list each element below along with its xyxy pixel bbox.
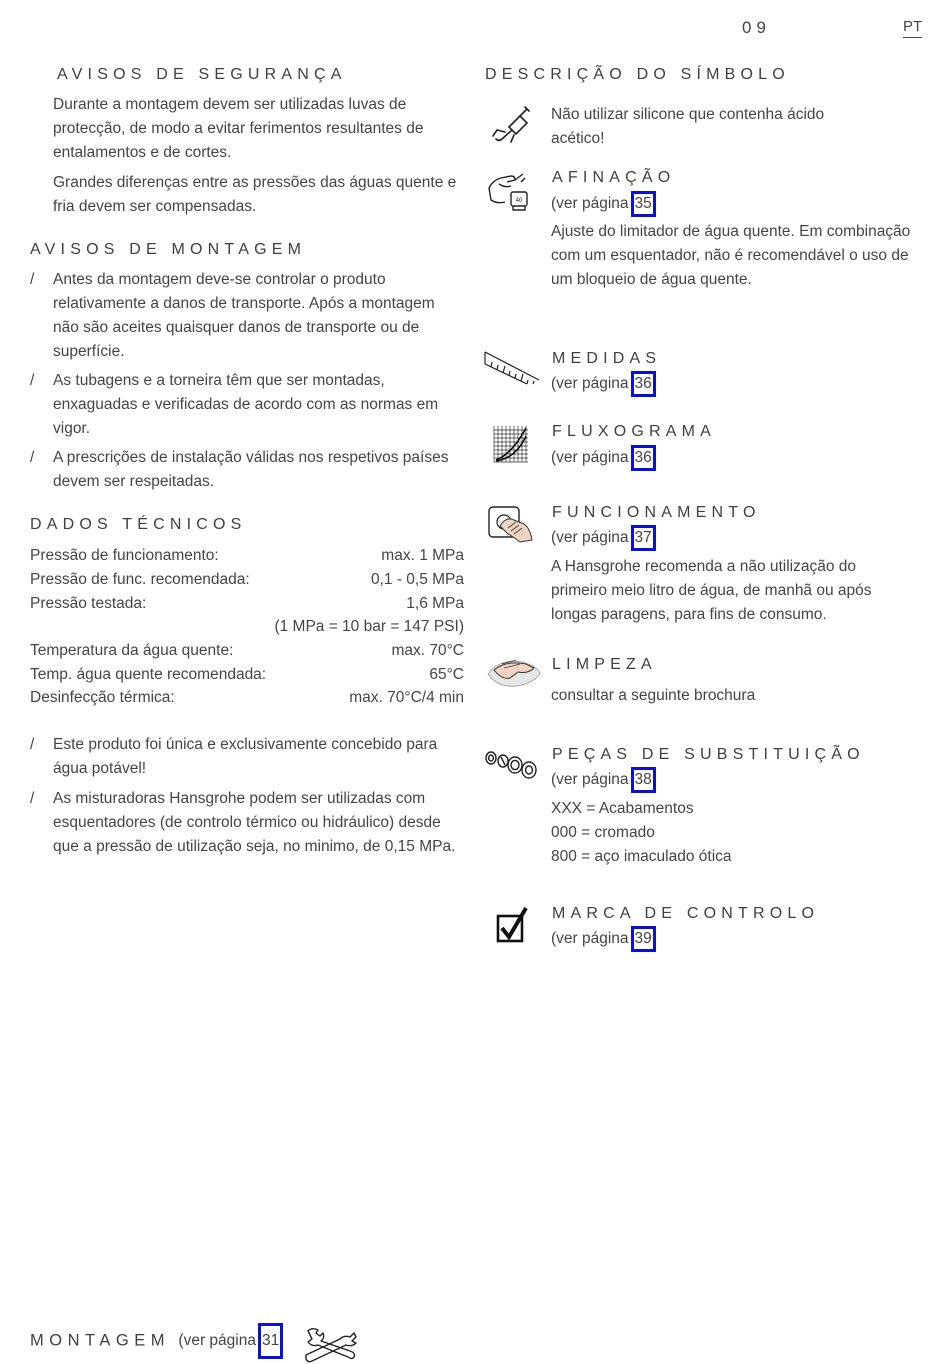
tech-row	[30, 544, 464, 568]
adjustment-hand-icon	[485, 168, 533, 214]
tech-value: 1,6 MPa	[406, 595, 464, 612]
bullet-marker: /	[30, 790, 35, 807]
limpeza-title: LIMPEZA	[552, 656, 657, 673]
tech-note-item	[30, 733, 464, 781]
see-page-label: (ver página	[551, 529, 629, 546]
tech-row	[30, 568, 464, 592]
tech-value: (1 MPa = 10 bar = 147 PSI)	[274, 618, 464, 635]
funcionamento-page-ref	[551, 525, 656, 551]
see-page-label: (ver página	[551, 771, 629, 788]
tech-row	[30, 686, 464, 710]
tech-note-text: As misturadoras Hansgrohe podem ser utilizadas com esquentadores (de controlo térmico ou hidráulico) desde que a pressão de utilização seja, no minimo, de 0,15 MPa.	[53, 790, 456, 855]
tech-value: 0,1 - 0,5 MPa	[370, 571, 464, 588]
tech-value: max. 70°C/4 min	[349, 689, 464, 706]
safety-paragraph-1: Durante a montagem devem ser utilizadas luvas de protecção, de modo a evitar ferimentos resultantes de entalamentos e de cortes.	[53, 96, 424, 161]
tech-value: max. 1 MPa	[381, 547, 464, 564]
cleaning-cloth-icon	[482, 654, 544, 694]
tech-label: Temperatura da água quente:	[30, 642, 234, 659]
ruler-icon	[483, 350, 541, 388]
afinacao-text: Ajuste do limitador de água quente. Em combinação com um esquentador, não é recomendável o uso de um bloqueio de água quente.	[551, 223, 911, 288]
tech-label: Pressão testada:	[30, 595, 147, 612]
svg-text:40: 40	[515, 198, 523, 204]
finish-code-line: 800 = aço imaculado ótica	[551, 848, 732, 865]
pecas-page-ref	[551, 767, 656, 793]
flow-chart-icon	[492, 424, 530, 464]
medidas-title: MEDIDAS	[552, 350, 662, 367]
tech-note-text: Este produto foi única e exclusivamente concebido para água potável!	[53, 736, 438, 777]
see-page-label: (ver página	[551, 375, 629, 392]
tools-icon	[302, 1325, 360, 1363]
symbol-description-heading: DESCRIÇÃO DO SÍMBOLO	[485, 66, 790, 83]
marca-page-ref	[551, 926, 656, 952]
assembly-note-text: A prescrições de instalação válidas nos respetivos países devem ser respeitadas.	[53, 449, 449, 490]
safety-heading: AVISOS DE SEGURANÇA	[57, 66, 347, 83]
assembly-note-item	[30, 268, 458, 364]
page-link-36[interactable]: 36	[631, 371, 656, 397]
fluxograma-page-ref	[551, 445, 656, 471]
spare-parts-icon	[483, 746, 541, 782]
checkbox-mark-icon	[496, 906, 530, 944]
marca-title: MARCA DE CONTROLO	[552, 905, 820, 922]
see-page-label: (ver página	[551, 449, 629, 466]
tech-row	[30, 639, 464, 663]
tech-note-item	[30, 787, 464, 859]
see-page-label: (ver página	[551, 195, 629, 212]
bullet-marker: /	[30, 372, 35, 389]
pecas-title: PEÇAS DE SUBSTITUIÇÃO	[552, 746, 865, 763]
assembly-note-text: Antes da montagem deve-se controlar o produto relativamente a danos de transporte. Após a montagem não são aceites quaisquer danos de transporte ou de superfície.	[53, 271, 435, 360]
tech-label: Pressão de funcionamento:	[30, 547, 219, 564]
page-link-35[interactable]: 35	[631, 191, 656, 217]
funcionamento-text: A Hansgrohe recomenda a não utilização do primeiro meio litro de água, de manhã ou após longas paragens, para fins de consumo.	[551, 558, 872, 623]
tech-label: Pressão de func. recomendada:	[30, 571, 250, 588]
finish-code-line: 000 = cromado	[551, 824, 655, 841]
page-link-38[interactable]: 38	[631, 767, 656, 793]
limpeza-text: consultar a seguinte brochura	[551, 687, 756, 704]
tech-row	[30, 592, 464, 616]
tech-value: 65°C	[429, 666, 464, 683]
tech-label: Desinfecção térmica:	[30, 689, 175, 706]
tech-label: Temp. água quente recomendada:	[30, 666, 267, 683]
safety-paragraph-2: Grandes diferenças entre as pressões das águas quente e fria devem ser compensadas.	[53, 174, 457, 215]
page-link-39[interactable]: 39	[631, 926, 656, 952]
tech-row	[30, 615, 464, 639]
montagem-footer	[30, 1323, 283, 1363]
afinacao-title: AFINAÇÃO	[552, 169, 676, 186]
assembly-note-text: As tubagens e a torneira têm que ser montadas, enxaguadas e verificadas de acordo com as normas em vigor.	[53, 372, 439, 437]
assembly-note-item	[30, 369, 458, 441]
afinacao-page-ref	[551, 191, 656, 217]
montagem-see-page: (ver página	[178, 1332, 256, 1349]
page-link-37[interactable]: 37	[631, 525, 656, 551]
funcionamento-title: FUNCIONAMENTO	[552, 504, 761, 521]
medidas-page-ref	[551, 371, 656, 397]
function-hand-icon	[486, 504, 536, 544]
bullet-marker: /	[30, 736, 35, 753]
montagem-title: MONTAGEM	[30, 1331, 170, 1350]
assembly-notes-heading: AVISOS DE MONTAGEM	[30, 241, 307, 258]
finish-code-line: XXX = Acabamentos	[551, 800, 694, 817]
bullet-marker: /	[30, 449, 35, 466]
tech-value: max. 70°C	[391, 642, 464, 659]
fluxograma-title: FLUXOGRAMA	[552, 423, 717, 440]
assembly-note-item	[30, 446, 458, 494]
page-number: 09	[742, 18, 771, 37]
silicone-gun-icon	[487, 102, 533, 146]
bullet-marker: /	[30, 271, 35, 288]
tech-row	[30, 663, 464, 687]
see-page-label: (ver página	[551, 930, 629, 947]
page-link-31[interactable]: 31	[258, 1323, 283, 1359]
tech-data-heading: DADOS TÉCNICOS	[30, 516, 247, 533]
page-link-36b[interactable]: 36	[631, 445, 656, 471]
language-label: PT	[903, 18, 922, 38]
silicone-text: Não utilizar silicone que contenha ácido acético!	[551, 106, 825, 147]
